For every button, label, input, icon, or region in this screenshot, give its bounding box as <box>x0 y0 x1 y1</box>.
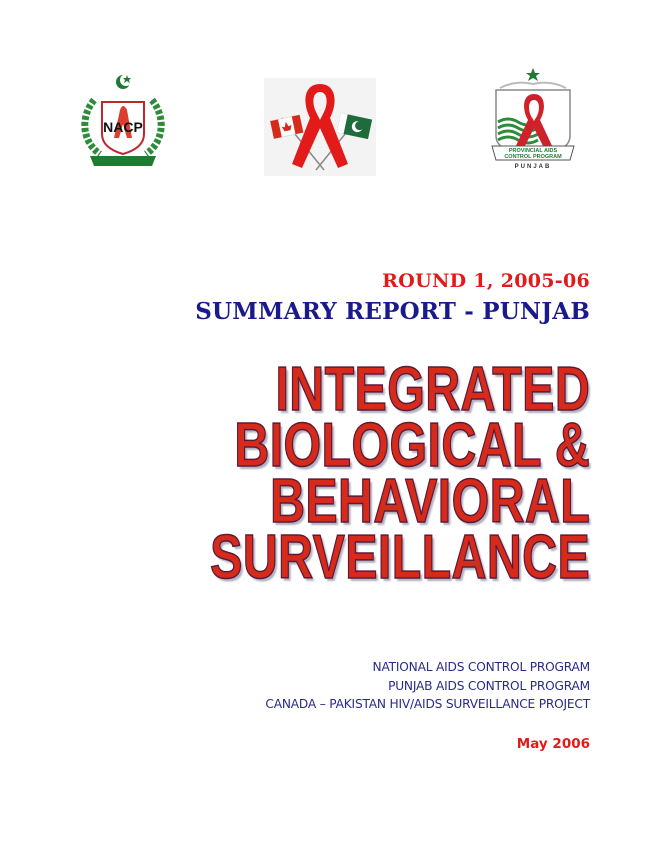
red-ribbon-icon <box>264 78 376 176</box>
punjab-emblem-icon <box>486 66 580 172</box>
round-label: ROUND 1, 2005-06 <box>382 270 590 292</box>
svg-text:PROVINCIAL AIDS: PROVINCIAL AIDS <box>508 148 558 154</box>
nacp-emblem-icon <box>72 72 174 170</box>
organizations-list <box>265 658 590 714</box>
organization-punjab: PUNJAB AIDS CONTROL PROGRAM <box>388 678 590 693</box>
svg-text:PUNJAB: PUNJAB <box>514 164 552 170</box>
title-line-1: INTEGRATED <box>275 355 590 424</box>
title-line-4: SURVEILLANCE <box>210 523 590 592</box>
organization-canada-pakistan: CANADA – PAKISTAN HIV/AIDS SURVEILLANCE PROJECT <box>265 697 590 711</box>
report-subtitle: SUMMARY REPORT - PUNJAB <box>195 298 590 325</box>
nacp-logo <box>72 72 174 170</box>
title-line-3: BEHAVIORAL <box>269 467 590 536</box>
svg-text:CONTROL PROGRAM: CONTROL PROGRAM <box>504 154 562 160</box>
canada-flag-icon <box>270 115 303 139</box>
title-line-2: BIOLOGICAL & <box>234 411 590 480</box>
punjab-aids-program-logo <box>486 66 580 172</box>
pakistan-flag-icon <box>337 113 372 139</box>
canada-pakistan-ribbon-logo <box>264 78 376 176</box>
organization-national: NATIONAL AIDS CONTROL PROGRAM <box>372 660 590 674</box>
publication-date: May 2006 <box>516 736 590 752</box>
svg-text:NACP: NACP <box>103 119 143 135</box>
report-title <box>210 355 590 592</box>
